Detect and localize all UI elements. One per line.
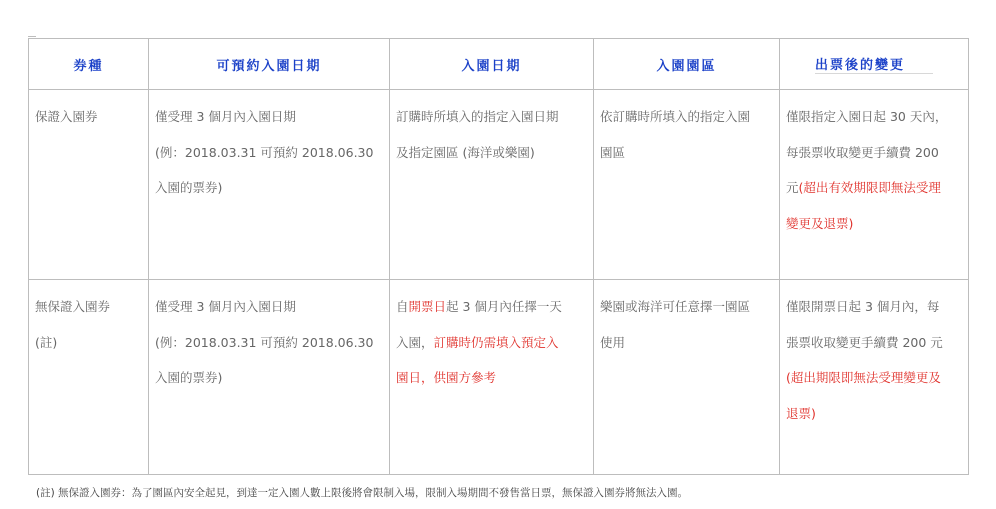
booking-line: (例：2018.03.31 可預約 2018.06.30 xyxy=(155,334,374,350)
entry-date-highlight: 開票日 xyxy=(408,299,447,314)
booking-line: 入園的票券) xyxy=(155,370,223,385)
entry-date-line: 及指定園區 (海洋或樂園) xyxy=(396,144,535,160)
change-line: 每張票收取變更手續費 200 xyxy=(786,144,939,160)
table-corner-mark xyxy=(28,36,36,37)
ticket-type-label: 保證入園券 xyxy=(35,109,98,124)
cell-entry-date xyxy=(390,280,594,475)
booking-line: (例：2018.03.31 可預約 2018.06.30 xyxy=(155,144,374,160)
change-warning-text: (超出有效期限即無法受理 xyxy=(798,180,941,195)
booking-line: 僅受理 3 個月內入園日期 xyxy=(155,109,296,124)
change-line xyxy=(786,170,962,206)
ticket-type-label: 無保證入園券 xyxy=(35,299,111,314)
cell-booking-date xyxy=(149,280,390,475)
zone-line: 樂園或海洋可任意擇一園區 xyxy=(600,299,751,314)
cell-change-policy xyxy=(780,90,969,280)
entry-date-highlight: 園日，供園方參考 xyxy=(396,370,497,385)
ticket-type-note-marker: (註) xyxy=(35,334,58,350)
change-line: 僅限開票日起 3 個月內，每 xyxy=(786,299,940,314)
change-warning-text: 變更及退票) xyxy=(786,215,854,231)
cell-change-policy xyxy=(780,280,969,475)
header-entry-zone: 入園園區 xyxy=(594,39,780,90)
table-row xyxy=(29,280,969,475)
change-line: 張票收取變更手續費 200 元 xyxy=(786,334,943,350)
header-entry-date: 入園日期 xyxy=(390,39,594,90)
cell-entry-zone xyxy=(594,90,780,280)
entry-date-text: 自 xyxy=(396,299,409,314)
ticket-type-table xyxy=(28,38,969,475)
entry-date-highlight: 訂購時仍需填入預定入 xyxy=(433,334,559,350)
header-change-after-issue-label: 出票後的變更 xyxy=(815,54,933,74)
booking-line: 入園的票券) xyxy=(155,180,223,195)
header-ticket-type: 券種 xyxy=(29,39,149,90)
booking-line: 僅受理 3 個月內入園日期 xyxy=(155,299,296,314)
table-row xyxy=(29,90,969,280)
change-warning-text: (超出期限即無法受理變更及 xyxy=(786,370,941,385)
cell-entry-zone xyxy=(594,280,780,475)
entry-date-line xyxy=(396,325,587,361)
table-header-row xyxy=(29,39,969,90)
entry-date-text: 起 3 個月內任擇一天 xyxy=(446,299,562,314)
cell-booking-date xyxy=(149,90,390,280)
change-line: 僅限指定入園日起 30 天內， xyxy=(786,109,948,124)
entry-date-text: 入園， xyxy=(396,334,434,350)
cell-ticket-type xyxy=(29,90,149,280)
zone-line: 使用 xyxy=(600,334,626,350)
change-warning-text: 退票) xyxy=(786,405,816,421)
footnote: (註) 無保證入園券：為了園區內安全起見，到達一定入園人數上限後將會限制入場，限制入場期間不發售當日票，無保證入園券將無法入園。 xyxy=(36,487,689,499)
zone-line: 園區 xyxy=(600,144,626,160)
entry-date-line xyxy=(396,289,587,325)
change-text: 元 xyxy=(786,180,799,195)
cell-entry-date xyxy=(390,90,594,280)
cell-ticket-type xyxy=(29,280,149,475)
header-change-after-issue xyxy=(780,39,969,90)
entry-date-line: 訂購時所填入的指定入園日期 xyxy=(396,109,559,124)
zone-line: 依訂購時所填入的指定入園 xyxy=(600,109,751,124)
header-booking-date: 可預約入園日期 xyxy=(149,39,390,90)
